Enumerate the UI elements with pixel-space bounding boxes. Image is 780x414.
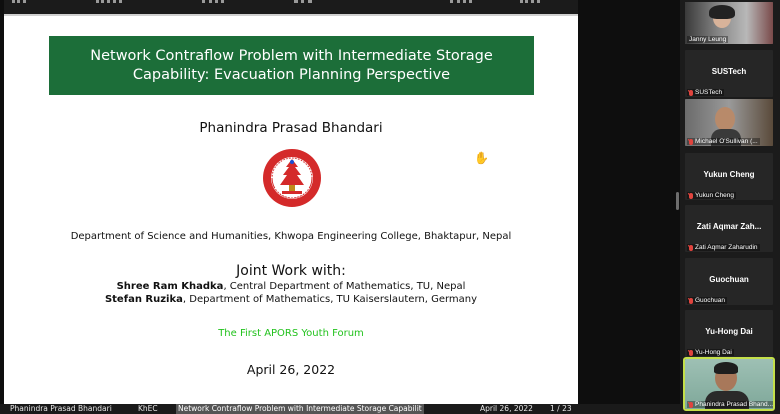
coauthor-line (4, 294, 578, 305)
participant-hair (709, 5, 735, 19)
participant-name-tag (687, 244, 760, 251)
participant-tile[interactable] (685, 205, 773, 252)
participant-display-name: Guochuan (709, 275, 749, 284)
footline-institute: KhEC (138, 404, 158, 413)
participant-display-name: SUSTech (711, 67, 747, 76)
mic-muted-icon (689, 298, 693, 304)
nav-dots (520, 0, 540, 5)
mic-muted-icon (689, 193, 693, 199)
participant-name-tag (687, 138, 760, 145)
participant-name-tag (687, 192, 736, 199)
footline-title: Network Contraflow Problem with Intermediate Storage Capabilit (178, 404, 422, 413)
footline-author: Phanindra Prasad Bhandari (10, 404, 112, 413)
nav-dots (294, 0, 312, 5)
participant-display-name: Zati Aqmar Zah... (696, 222, 762, 231)
participant-name-tag (687, 297, 727, 304)
mic-muted-icon (689, 245, 693, 251)
participant-tile[interactable] (685, 258, 773, 305)
college-emblem-icon (262, 148, 322, 208)
mic-muted-icon (689, 90, 693, 96)
department-affiliation: Department of Science and Humanities, Khwopa Engineering College, Bhaktapur, Nepal (70, 231, 512, 242)
divider (4, 14, 578, 16)
participant-display-name: Yukun Cheng (703, 170, 755, 179)
participant-tile[interactable] (685, 310, 773, 357)
participant-name-tag (687, 36, 728, 43)
coauthor-name: Shree Ram Khadka (116, 281, 224, 292)
grab-hand-icon: ✋ (474, 151, 489, 165)
footline-date: April 26, 2022 (480, 404, 533, 413)
participant-tile[interactable] (685, 50, 773, 97)
mic-muted-icon (689, 402, 693, 408)
beamer-footline (0, 404, 680, 414)
participant-name: Michael O'Sullivan (... (695, 138, 758, 145)
coauthor-affiliation: , Central Department of Mathematics, TU, Nepal (223, 281, 466, 292)
footline-page: 1 / 23 (550, 404, 572, 413)
nav-dots (12, 0, 26, 5)
participant-name: SUSTech (695, 89, 723, 96)
nav-dots (96, 0, 122, 5)
participant-face (715, 107, 735, 131)
mic-muted-icon (689, 139, 693, 145)
participant-name: Janny Leung (689, 36, 727, 43)
slide-title: Network Contraflow Problem with Intermediate Storage Capability: Evacuation Planning Perspective (90, 47, 493, 83)
participant-tile[interactable] (685, 153, 773, 200)
participant-name-tag (687, 89, 724, 96)
participant-name: Phanindra Prasad Bhand... (695, 401, 773, 408)
joint-work-heading: Joint Work with: (236, 263, 346, 279)
participant-name: Guochuan (695, 297, 725, 304)
mic-muted-icon (689, 350, 693, 356)
author-name: Phanindra Prasad Bhandari (199, 120, 383, 136)
presentation-date: April 26, 2022 (246, 362, 336, 377)
nav-dots (450, 0, 472, 5)
participant-display-name: Yu-Hong Dai (705, 327, 753, 336)
participant-tile[interactable] (685, 99, 773, 146)
participant-name-tag (687, 349, 734, 356)
event-name: The First APORS Youth Forum (218, 328, 364, 339)
presentation-slide (4, 0, 578, 404)
scrollbar[interactable] (676, 192, 679, 210)
participant-name: Yu-Hong Dai (695, 349, 732, 356)
coauthor-affiliation: , Department of Mathematics, TU Kaiserslautern, Germany (182, 294, 478, 305)
participant-hair (714, 362, 738, 374)
participant-name: Yukun Cheng (695, 192, 735, 199)
participant-tile-active-speaker[interactable] (685, 359, 773, 409)
participant-tile[interactable] (685, 2, 773, 44)
participant-name-tag (687, 401, 773, 408)
coauthor-line (4, 281, 578, 292)
slide-title-box (49, 36, 534, 95)
nav-dots (202, 0, 224, 5)
beamer-navigation-bar (4, 0, 578, 14)
participant-name: Zati Aqmar Zaharudin (695, 244, 758, 251)
coauthor-name: Stefan Ruzika (104, 294, 183, 305)
